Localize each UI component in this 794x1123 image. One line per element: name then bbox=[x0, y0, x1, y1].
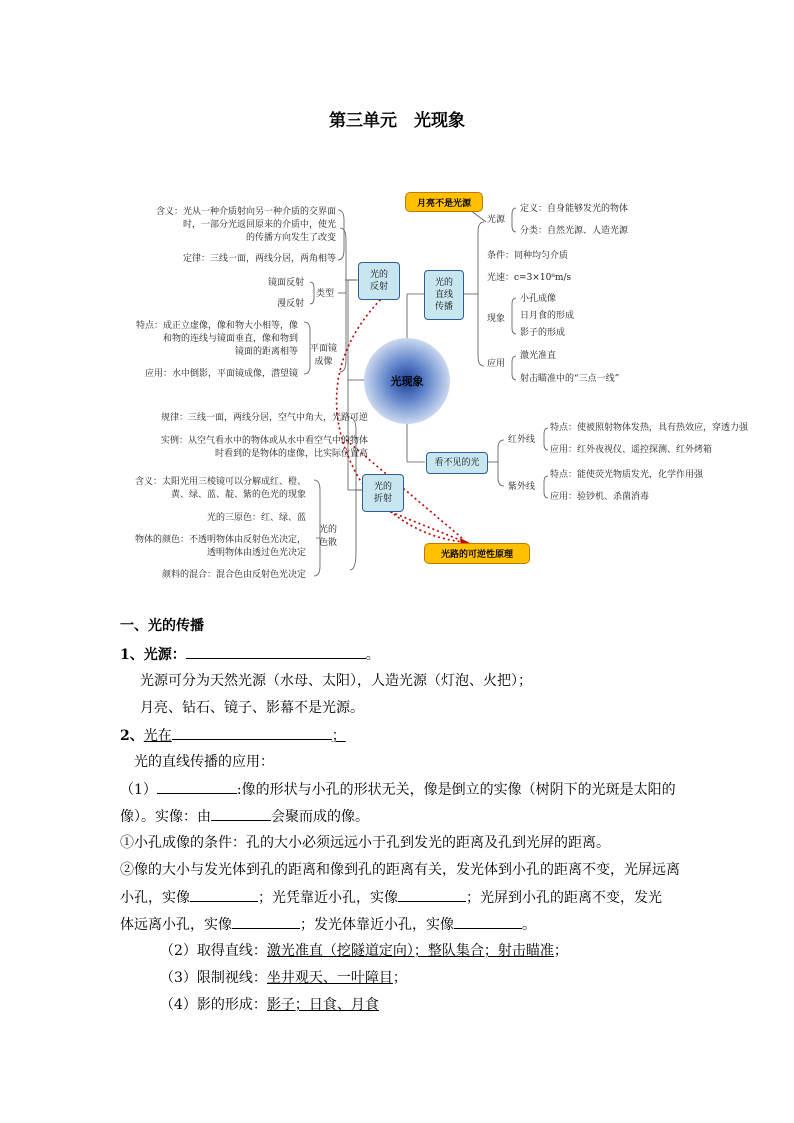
item1-blank bbox=[186, 644, 366, 659]
p1-prefix: （1） bbox=[120, 782, 157, 798]
reversibility-box: 光路的可逆性原理 bbox=[424, 543, 530, 564]
item1-line3: 月亮、钻石、镜子、影幕不是光源。 bbox=[140, 700, 364, 716]
p1-line2 bbox=[120, 806, 369, 827]
condition-4 bbox=[120, 914, 536, 935]
plane-mirror-application: 应用：水中倒影，平面镜成像，潜望镜 bbox=[144, 369, 298, 379]
dispersion-label: 光的 色散 bbox=[319, 525, 338, 548]
straight-propagation-node: 光的 直线 传播 bbox=[424, 270, 464, 320]
phenomenon-2: 日月食的形成 bbox=[520, 311, 575, 321]
cond3-b: ；光凭靠近小孔，实像 bbox=[258, 890, 398, 906]
phenomena-label: 现象 bbox=[487, 314, 506, 324]
refraction-rule: 规律：三线一面，两线分居，空气中角大，光路可逆 bbox=[160, 413, 368, 423]
p1-text: :像的形状与小孔的形状无关，像是倒立的实像（树阴下的光斑是太阳的 bbox=[236, 782, 676, 798]
ir-label: 红外线 bbox=[508, 435, 536, 445]
application-label: 应用 bbox=[487, 359, 506, 369]
cond3-blank2 bbox=[398, 887, 466, 902]
p3-label: （3）限制视线： bbox=[160, 970, 267, 986]
p1-line2-b: 会聚而成的像。 bbox=[271, 809, 369, 825]
reflection-definition-1: 含义：光从一种介质射向另一种介质的交界面 bbox=[155, 207, 336, 217]
p4-line bbox=[160, 995, 379, 1015]
object-color-2: 透明物体由透过色光决定 bbox=[206, 548, 306, 558]
refraction-node: 光的 折射 bbox=[362, 474, 404, 512]
propagation-condition: 条件：同种均匀介质 bbox=[487, 251, 569, 261]
p3-line bbox=[160, 968, 407, 988]
item2-end: ； bbox=[331, 728, 346, 744]
p2-line bbox=[160, 941, 568, 961]
condition-3 bbox=[120, 887, 662, 908]
item1-line2: 光源可分为天然光源（水母、太阳），人造光源（灯泡、火把）； bbox=[140, 673, 532, 689]
p4-text: 影子；日食、月食 bbox=[266, 997, 379, 1013]
moon-note-box: 月亮不是光源 bbox=[405, 192, 483, 212]
condition-1: ①小孔成像的条件：孔的大小必须远远小于孔到发光的距离及孔到光屏的距离。 bbox=[120, 835, 610, 851]
phenomenon-3: 影子的形成 bbox=[520, 328, 566, 338]
cond3-c: ；光屏到小孔的距离不变，发光 bbox=[466, 890, 662, 906]
phenomenon-1: 小孔成像 bbox=[520, 294, 557, 304]
item2-line2: 光的直线传播的应用： bbox=[134, 754, 274, 770]
source-definition: 定义：自身能够发光的物体 bbox=[520, 204, 629, 214]
light-speed: 光速：c=3×10⁸m/s bbox=[487, 273, 572, 283]
cond4-blank1 bbox=[232, 914, 300, 929]
p4-label: （4）影的形成： bbox=[160, 997, 267, 1013]
p1-line bbox=[120, 779, 676, 800]
uv-application: 应用：验钞机、杀菌消毒 bbox=[550, 492, 650, 502]
application-1: 激光准直 bbox=[520, 351, 557, 361]
cond4-a: 体远离小孔，实像 bbox=[120, 917, 232, 933]
refraction-example-1: 实例：从空气看水中的物体或从水中看空气中的物体 bbox=[160, 436, 368, 446]
object-color-1: 物体的颜色：不透明物体由反射色光决定， bbox=[134, 535, 306, 545]
cond4-blank2 bbox=[454, 914, 522, 929]
p2-label: （2）取得直线： bbox=[160, 943, 267, 959]
reflection-node: 光的 反射 bbox=[358, 262, 400, 300]
item2-blank bbox=[172, 725, 332, 740]
item1-prefix: 1、光源： bbox=[120, 647, 186, 663]
section-heading: 一、光的传播 bbox=[120, 618, 204, 634]
plane-mirror-feature-2: 和物的连线与镜面垂直，像和物到 bbox=[162, 334, 298, 344]
item2-line bbox=[120, 725, 346, 746]
p1-blank bbox=[157, 779, 237, 794]
p3-end: ； bbox=[392, 970, 407, 986]
application-2: 射击瞄准中的“三点一线” bbox=[520, 374, 620, 384]
plane-mirror-feature-3: 镜面的距离相等 bbox=[234, 347, 298, 357]
pigment-mix: 颜料的混合：混合色由反射色光决定 bbox=[161, 570, 306, 580]
item1-suffix: 。 bbox=[365, 647, 380, 663]
page-title: 第三单元 光现象 bbox=[329, 111, 465, 131]
condition-2: ②像的大小与发光体到孔的距离和像到孔的距离有关，发光体到小孔的距离不变，光屏远离 bbox=[120, 862, 680, 878]
mindmap-center: 光现象 bbox=[364, 338, 450, 424]
source-types: 分类：自然光源、人造光源 bbox=[520, 226, 629, 236]
ir-application: 应用：红外夜视仪、遥控探测、红外烤箱 bbox=[550, 445, 713, 455]
invisible-light-node: 看不见的光 bbox=[426, 452, 488, 474]
item2-underlined: 光在 bbox=[143, 728, 172, 744]
mirror-reflection: 镜面反射 bbox=[267, 278, 304, 288]
p2-text: 激光准直（挖隧道定向）；整队集合；射击瞄准 bbox=[266, 943, 554, 959]
reflection-definition-2: 时，一部分光返回原来的介质中，使光 bbox=[182, 220, 336, 230]
source-label: 光源 bbox=[487, 215, 506, 225]
reflection-law: 定律：三线一面，两线分居，两角相等 bbox=[182, 254, 336, 264]
reflection-definition-3: 的传播方向发生了改变 bbox=[245, 233, 336, 243]
cond4-c: 。 bbox=[522, 917, 536, 933]
types-label: 类型 bbox=[316, 289, 335, 299]
refraction-example-2: 时看到的是物体的虚像，比实际位置高 bbox=[214, 449, 368, 459]
ir-feature: 特点：使被照射物体发热，具有热效应，穿透力强 bbox=[550, 423, 749, 433]
diffuse-reflection: 漫反射 bbox=[276, 299, 304, 309]
p2-end: ； bbox=[553, 943, 568, 959]
plane-mirror-feature-1: 特点：成正立虚像，像和物大小相等，像 bbox=[135, 321, 298, 331]
p3-text: 坐井观天、一叶障目 bbox=[266, 970, 393, 986]
item2-prefix: 2、 bbox=[120, 728, 144, 744]
cond3-a: 小孔，实像 bbox=[120, 890, 190, 906]
dispersion-def-2: 黄、绿、蓝、靛、紫的色光的现象 bbox=[170, 490, 306, 500]
p1-blank2 bbox=[211, 806, 271, 821]
uv-label: 紫外线 bbox=[508, 482, 536, 492]
primary-colors: 光的三原色：红、绿、蓝 bbox=[206, 513, 306, 523]
dispersion-def-1: 含义：太阳光用三棱镜可以分解成红、橙、 bbox=[134, 477, 306, 487]
plane-mirror-label: 平面镜 成像 bbox=[310, 344, 338, 367]
cond3-blank1 bbox=[190, 887, 258, 902]
uv-feature: 特点：能使荧光物质发光，化学作用强 bbox=[550, 470, 704, 480]
item1-line bbox=[120, 644, 380, 665]
p1-line2-a: 像）。实像：由 bbox=[120, 809, 211, 825]
cond4-b: ；发光体靠近小孔，实像 bbox=[300, 917, 454, 933]
